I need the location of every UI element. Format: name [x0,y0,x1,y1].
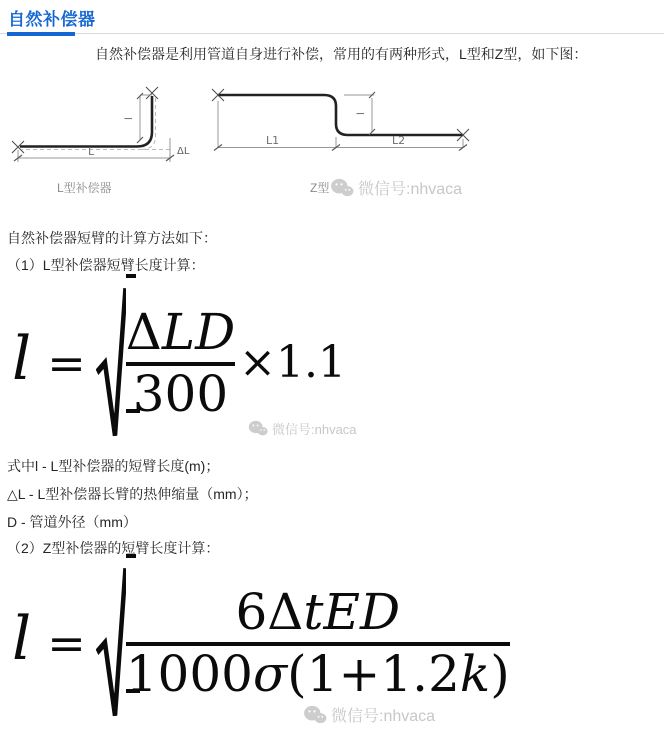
formula-l-type [12,286,346,440]
page-title: 自然补偿器 [8,10,96,29]
fraction-denominator: 1000σ(1+1.2k) [125,645,510,703]
compensator-diagrams [0,82,664,182]
formula-z-type [12,566,510,720]
formula-lhs: l [12,324,32,394]
calc-method-intro: 自然补偿器短臂的计算方法如下： [7,230,217,246]
caption-z-type: Z型 [310,181,330,195]
wechat-icon [248,420,268,437]
dim-label-delta-L: ΔL [177,146,190,157]
watermark-text: 微信号:nhvaca [331,708,436,725]
fraction [126,585,510,701]
item-2-heading: （2）Z型补偿器的短臂长度计算： [7,540,220,556]
definition-delta-l: △L - L型补偿器长臂的热伸缩量（mm）； [7,486,258,502]
l-type-diagram [12,87,190,162]
z-type-diagram [212,89,469,151]
radical [96,286,235,440]
equals-sign: = [47,336,86,390]
radical-sign-icon [96,286,126,440]
dim-label-L1: L1 [266,134,280,147]
title-accent-bar [7,32,75,36]
equals-sign: = [47,616,86,670]
formula-multiplier: ×1.1 [239,337,347,388]
intro-text: 自然补偿器是利用管道自身进行补偿，常用的有两种形式，L型和Z型，如下图： [95,46,588,62]
dim-label-L: L [88,145,95,158]
z-dimension-lines [218,95,463,148]
watermark-text: 微信号:nhvaca [358,181,463,198]
radical [96,566,510,720]
dim-label-short-arm: l [356,112,367,115]
fraction-denominator: 300 [132,365,229,423]
watermark-text: 微信号:nhvaca [272,422,357,437]
item-1-heading: （1）L型补偿器短臂长度计算： [7,257,205,273]
formula-lhs: l [12,604,32,674]
radicand [126,274,235,442]
radical-sign-icon [96,566,126,720]
fraction-numerator: ΔLD [125,303,236,361]
l-pipe [20,96,152,147]
fraction-numerator: 6ΔtED [235,583,401,641]
wechat-icon [330,178,354,198]
definition-l: 式中l - L型补偿器的短臂长度(m)； [7,458,220,474]
watermark [303,703,435,726]
title-underline [0,33,664,34]
dimension-ticks [214,92,467,151]
wechat-icon [303,705,327,725]
z-pipe [218,95,463,135]
watermark [248,419,357,438]
fraction [126,305,235,421]
dim-label-L2: L2 [392,134,406,147]
watermark [330,176,462,199]
radicand [126,554,510,722]
dim-label-short-arm: l [124,117,135,120]
definition-d: D - 管道外径（mm） [7,514,137,530]
caption-l-type: L型补偿器 [57,181,112,195]
